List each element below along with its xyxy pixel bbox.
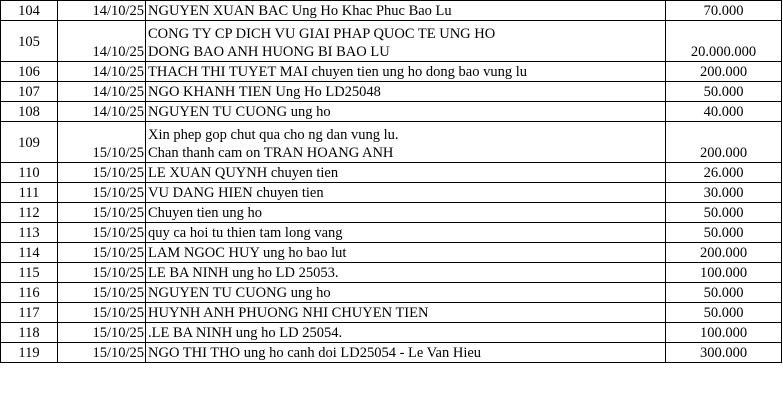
row-date: 14/10/25 <box>58 21 146 62</box>
row-description <box>146 1 666 21</box>
row-description <box>146 183 666 203</box>
row-description <box>146 62 666 82</box>
row-amount: 300.000 <box>666 343 782 363</box>
row-description <box>146 243 666 263</box>
row-amount: 70.000 <box>666 1 782 21</box>
row-number: 108 <box>1 102 58 122</box>
row-amount: 30.000 <box>666 183 782 203</box>
table-row <box>1 102 782 122</box>
row-amount: 50.000 <box>666 82 782 102</box>
row-number: 109 <box>1 122 58 163</box>
row-date: 15/10/25 <box>58 343 146 363</box>
row-date: 15/10/25 <box>58 283 146 303</box>
row-amount: 100.000 <box>666 323 782 343</box>
row-amount: 200.000 <box>666 122 782 163</box>
row-amount: 50.000 <box>666 203 782 223</box>
description-line: CONG TY CP DICH VU GIAI PHAP QUOC TE UNG HO <box>148 26 496 42</box>
table-row <box>1 263 782 283</box>
row-number: 107 <box>1 82 58 102</box>
table-row <box>1 323 782 343</box>
row-number: 115 <box>1 263 58 283</box>
row-date: 15/10/25 <box>58 203 146 223</box>
table-row <box>1 62 782 82</box>
row-number: 114 <box>1 243 58 263</box>
description-line: Chan thanh cam on TRAN HOANG ANH <box>148 145 394 161</box>
row-amount: 50.000 <box>666 283 782 303</box>
row-number: 111 <box>1 183 58 203</box>
row-number: 110 <box>1 163 58 183</box>
description-line: LE BA NINH ung ho LD 25053. <box>148 265 339 281</box>
row-description <box>146 163 666 183</box>
table-row <box>1 343 782 363</box>
description-line: NGUYEN XUAN BAC Ung Ho Khac Phuc Bao Lu <box>148 3 452 19</box>
row-date: 14/10/25 <box>58 1 146 21</box>
row-number: 104 <box>1 1 58 21</box>
description-line: THACH THI TUYET MAI chuyen tien ung ho dong bao vung lu <box>148 64 527 80</box>
row-number: 105 <box>1 21 58 62</box>
description-line: DONG BAO ANH HUONG BI BAO LU <box>148 44 390 60</box>
table-row <box>1 243 782 263</box>
row-number: 118 <box>1 323 58 343</box>
table-row <box>1 163 782 183</box>
table-row <box>1 283 782 303</box>
row-date: 15/10/25 <box>58 303 146 323</box>
row-amount: 200.000 <box>666 62 782 82</box>
row-date: 15/10/25 <box>58 323 146 343</box>
row-description <box>146 283 666 303</box>
row-date: 15/10/25 <box>58 223 146 243</box>
description-line: HUYNH ANH PHUONG NHI CHUYEN TIEN <box>148 305 429 321</box>
description-line: NGO THI THO ung ho canh doi LD25054 - Le Van Hieu <box>148 345 482 361</box>
row-description <box>146 223 666 243</box>
row-number: 112 <box>1 203 58 223</box>
description-line: Chuyen tien ung ho <box>148 205 262 221</box>
row-date: 15/10/25 <box>58 243 146 263</box>
row-date: 14/10/25 <box>58 62 146 82</box>
donation-table-body <box>1 0 782 363</box>
row-date: 14/10/25 <box>58 102 146 122</box>
description-line: Xin phep gop chut qua cho ng dan vung lu. <box>148 127 399 143</box>
row-date: 15/10/25 <box>58 163 146 183</box>
table-row <box>1 203 782 223</box>
row-number: 113 <box>1 223 58 243</box>
row-description <box>146 82 666 102</box>
row-description <box>146 122 666 163</box>
row-description <box>146 323 666 343</box>
row-description <box>146 203 666 223</box>
table-row <box>1 223 782 243</box>
table-row <box>1 303 782 323</box>
row-number: 117 <box>1 303 58 323</box>
row-amount: 200.000 <box>666 243 782 263</box>
table-row <box>1 183 782 203</box>
row-number: 116 <box>1 283 58 303</box>
table-row <box>1 82 782 102</box>
description-line: NGO KHANH TIEN Ung Ho LD25048 <box>148 84 381 100</box>
row-amount: 20.000.000 <box>666 21 782 62</box>
description-line: NGUYEN TU CUONG ung ho <box>148 285 331 301</box>
row-description <box>146 102 666 122</box>
table-row <box>1 122 782 163</box>
row-amount: 100.000 <box>666 263 782 283</box>
row-date: 14/10/25 <box>58 82 146 102</box>
description-line: .LE BA NINH ung ho LD 25054. <box>148 325 343 341</box>
row-description <box>146 303 666 323</box>
table-row <box>1 1 782 21</box>
row-description <box>146 343 666 363</box>
row-amount: 50.000 <box>666 223 782 243</box>
row-date: 15/10/25 <box>58 263 146 283</box>
row-number: 119 <box>1 343 58 363</box>
row-description <box>146 263 666 283</box>
row-amount: 40.000 <box>666 102 782 122</box>
row-amount: 26.000 <box>666 163 782 183</box>
description-line: NGUYEN TU CUONG ung ho <box>148 104 331 120</box>
row-description <box>146 21 666 62</box>
row-date: 15/10/25 <box>58 122 146 163</box>
description-line: VU DANG HIEN chuyen tien <box>148 185 324 201</box>
table-row <box>1 21 782 62</box>
row-date: 15/10/25 <box>58 183 146 203</box>
description-line: LE XUAN QUYNH chuyen tien <box>148 165 339 181</box>
description-line: LAM NGOC HUY ung ho bao lut <box>148 245 347 261</box>
row-amount: 50.000 <box>666 303 782 323</box>
description-line: quy ca hoi tu thien tam long vang <box>148 225 343 241</box>
row-number: 106 <box>1 62 58 82</box>
